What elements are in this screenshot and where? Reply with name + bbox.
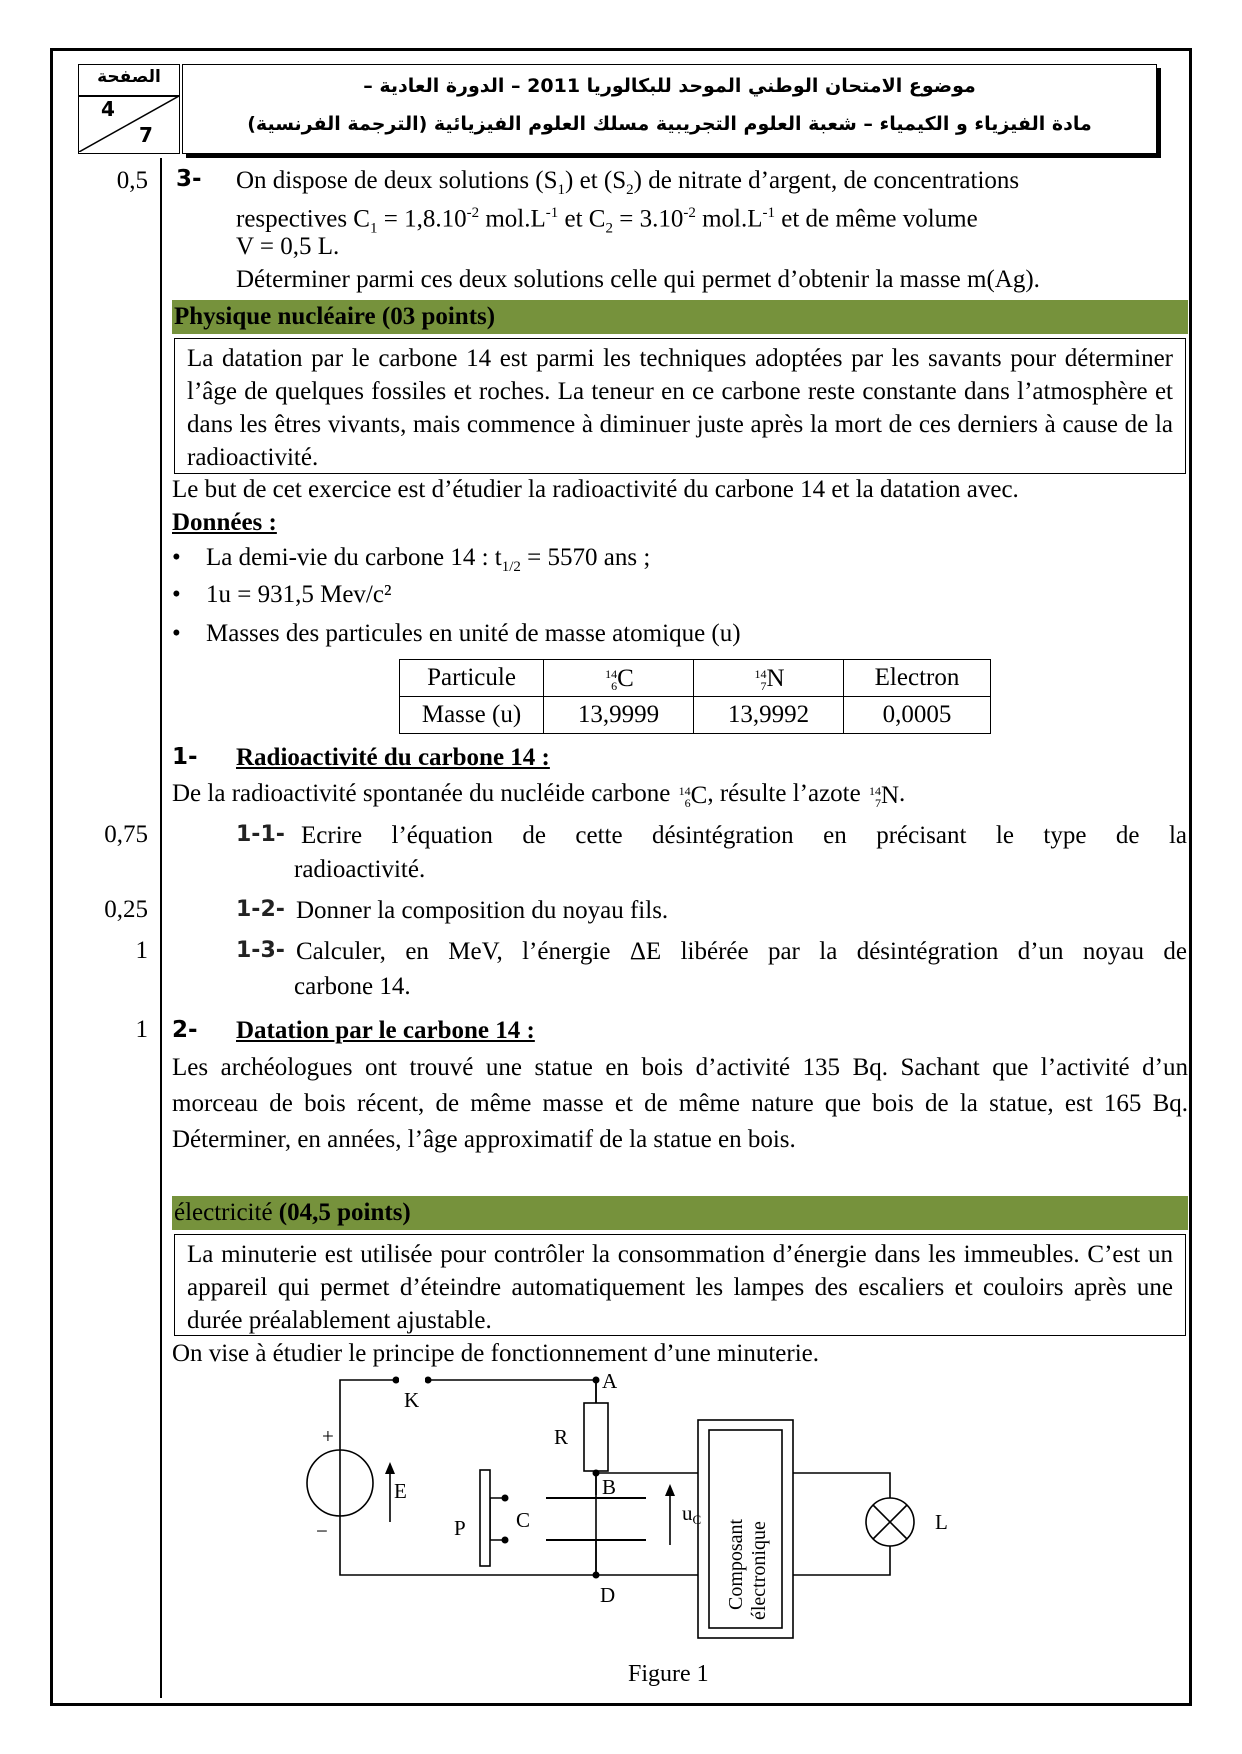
node-d-dot	[593, 1572, 600, 1579]
page-num: 4	[101, 97, 115, 121]
q13-text-2: carbone 14.	[294, 973, 411, 1000]
resistor	[584, 1403, 608, 1471]
table-cell: 13,9999	[544, 697, 694, 734]
component-label-2: électronique	[748, 1521, 770, 1620]
part1-text: De la radioactivité spontanée du nucléide carbone 14 6 C, résulte l’azote 14 7 N.	[172, 780, 906, 811]
table-cell: Masse (u)	[400, 697, 544, 734]
bullet-half-life: • La demi-vie du carbone 14 : $t_{1/2} = 5570$ ans ;	[172, 541, 650, 584]
bullet-unit: • 1u = 931,5 Mev/c²	[172, 578, 391, 611]
nuclear-goal: Le but de cet exercice est d’étudier la radioactivité du carbone 14 et la datation avec.	[172, 476, 1019, 503]
q13-number: 1-3-	[236, 938, 285, 963]
table-row	[400, 660, 991, 697]
label-r: R	[554, 1425, 569, 1449]
table-cell: 14 7 N	[694, 660, 844, 697]
elec-intro-box: La minuterie est utilisée pour contrôler la consommation d’énergie dans les immeubles. C’est un appareil qui permet d’éteindre automatiquement les lampes des escaliers et couloirs après une durée préalablement ajustable.	[174, 1234, 1186, 1336]
q3-points: 0,5	[116, 167, 148, 194]
q12-number: 1-2-	[236, 897, 285, 922]
header-line-1: موضوع الامتحان الوطني الموحد للبكالوريا 2011 – الدورة العادية –	[363, 75, 976, 97]
bullet-icon: •	[172, 544, 181, 571]
wire-main-loop	[340, 1380, 596, 1575]
bullet-icon: •	[172, 620, 181, 647]
elec-goal: On vise à étudier le principe de fonctionnement d’une minuterie.	[172, 1340, 819, 1367]
page-slash	[79, 96, 179, 152]
q12-text: Donner la composition du noyau fils.	[296, 897, 669, 924]
header-title-box	[182, 64, 1157, 154]
part2-points: 1	[135, 1016, 148, 1043]
label-d: D	[600, 1583, 616, 1607]
switch-k-dot	[393, 1377, 400, 1384]
table-cell: Particule	[400, 660, 544, 697]
wire	[793, 1546, 890, 1575]
label-p: P	[454, 1516, 466, 1540]
label-uc: uC	[682, 1501, 702, 1527]
q3-line-1: On dispose de deux solutions $(S_1)$ et $(S_2)$ de nitrate d’argent, de concentrations	[236, 167, 1020, 198]
node-a-dot	[593, 1377, 600, 1384]
circuit-figure	[290, 1370, 1090, 1700]
node-b-dot	[593, 1470, 600, 1477]
nuclear-title: Physique nucléaire (03 points)	[174, 303, 496, 330]
data-title: Données :	[172, 509, 277, 536]
label-l: L	[935, 1510, 948, 1534]
figure-caption: Figure 1	[628, 1661, 709, 1687]
part2-text: Les archéologues ont trouvé une statue en bois d’activité 135 Bq. Sachant que l’activité d’un morceau de bois récent, de même masse et de même nature que bois de la statue, est 165 Bq. Déterminer, en années, l’âge approximatif de la statue en bois.	[172, 1054, 1188, 1153]
q12-points: 0,25	[104, 896, 148, 923]
switch-k-dot	[425, 1377, 432, 1384]
e-arrow-head	[385, 1462, 395, 1474]
push-button	[480, 1470, 490, 1566]
label-c: C	[516, 1508, 531, 1532]
label-e: E	[394, 1479, 407, 1503]
bullet-masses: • Masses des particules en unité de masse atomique (u)	[172, 617, 741, 650]
elec-title-a: électricité	[174, 1199, 279, 1226]
page-total: 7	[139, 123, 153, 147]
elec-title-b: (04,5 points)	[278, 1199, 411, 1226]
label-minus: −	[316, 1519, 328, 1543]
part1-title: Radioactivité du carbone 14 :	[236, 744, 550, 771]
button-dot	[502, 1495, 509, 1502]
margin-line	[160, 158, 162, 1698]
q3-number: 3-	[176, 166, 202, 192]
switch-k-gap	[399, 1377, 425, 1383]
part2-number: 2-	[172, 1017, 198, 1043]
q11-text: Ecrire l’équation de cette désintégration en précisant le type de la	[301, 822, 1187, 849]
page-word: الصفحة	[97, 67, 161, 87]
label-a: A	[602, 1370, 618, 1393]
button-dot	[502, 1537, 509, 1544]
table-cell: Electron	[844, 660, 991, 697]
q13-text: Calculer, en MeV, l’énergie ΔE libérée par la désintégration d’un noyau de	[296, 938, 1187, 965]
page-number-box	[78, 64, 180, 154]
header-line-2: مادة الفيزياء و الكيمياء – شعبة العلوم التجريبية مسلك العلوم الفيزيائية (الترجمة الفرنسية)	[247, 113, 1092, 135]
q3-line-4: Déterminer parmi ces deux solutions celle qui permet d’obtenir la masse m(Ag).	[236, 266, 1040, 293]
q11-text-2: radioactivité.	[294, 856, 426, 883]
q13-points: 1	[135, 937, 148, 964]
table-cell: 13,9992	[694, 697, 844, 734]
bullet-icon: •	[172, 581, 181, 608]
table-row	[400, 697, 991, 734]
part1-number: 1-	[172, 744, 198, 770]
nuclear-intro-box: La datation par le carbone 14 est parmi les techniques adoptées par les savants pour déterminer l’âge de quelques fossiles et roches. La teneur en ce carbone reste constante dans l’atmosphère et dans les êtres vivants, mais commence à diminuer juste après la mort de ces derniers à cause de la radioactivité.	[174, 338, 1186, 474]
uc-arrow-head	[665, 1484, 675, 1496]
wire	[793, 1473, 890, 1498]
q11-points: 0,75	[104, 821, 148, 848]
push-button-wire	[490, 1498, 505, 1540]
label-plus: +	[322, 1424, 334, 1448]
mass-table	[399, 659, 991, 734]
q3-line-3: V = 0,5 L.	[236, 233, 340, 260]
q11-number: 1-1-	[236, 822, 285, 847]
part2-title: Datation par le carbone 14 :	[236, 1017, 535, 1044]
q3-line-2: respectives $C_1 = 1,8.10^{-2}$ $mol.L^{-1}$ et $C_2 = 3.10^{-2}$ $mol.L^{-1}$ et de même volume	[236, 205, 978, 237]
table-cell: 0,0005	[844, 697, 991, 734]
nuclear-title-bar	[172, 300, 1188, 334]
label-k: K	[404, 1388, 420, 1412]
label-b: B	[602, 1475, 617, 1499]
elec-title-bar	[172, 1196, 1188, 1230]
component-label-1: Composant	[725, 1518, 747, 1610]
table-cell: 14 6 C	[544, 660, 694, 697]
